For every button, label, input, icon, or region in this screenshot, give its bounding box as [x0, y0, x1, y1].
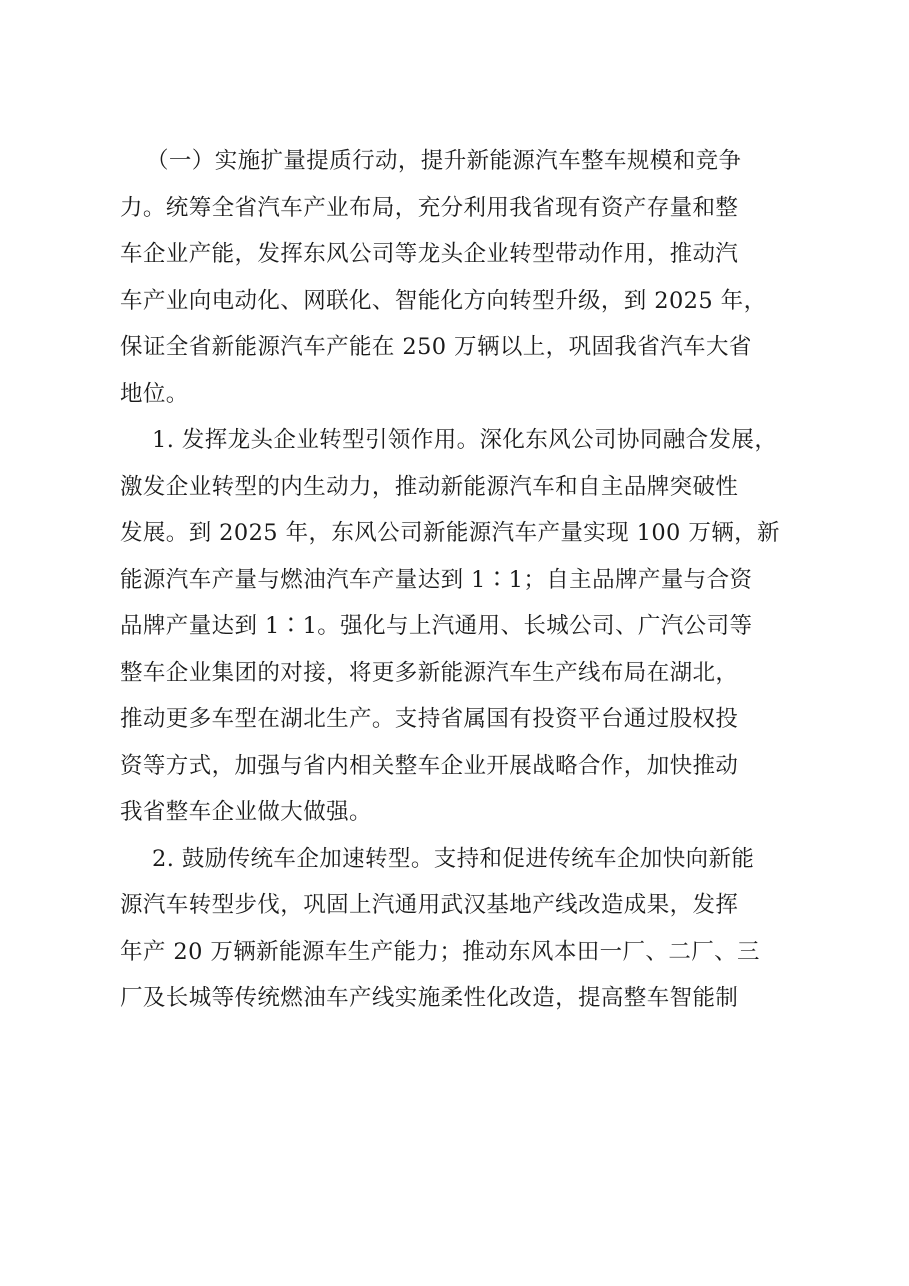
- item1-line: 能源汽车产量与燃油汽车产量达到 1∶1；自主品牌产量与合资: [120, 566, 753, 593]
- item2-line: 源汽车转型步伐，巩固上汽通用武汉基地产线改造成果，发挥: [120, 892, 739, 918]
- document-body: [120, 138, 810, 1022]
- item1-line: 激发企业转型的内生动力，推动新能源汽车和自主品牌突破性: [120, 473, 739, 500]
- section1-heading-line: （一）实施扩量提质行动，提升新能源汽车整车规模和竞争: [146, 148, 742, 174]
- item1-line: 推动更多车型在湖北生产。支持省属国有投资平台通过股权投: [120, 706, 739, 732]
- item1-line: 我省整车企业做大做强。: [120, 799, 372, 825]
- item1-line: 整车企业集团的对接，将更多新能源汽车生产线布局在湖北，: [120, 659, 739, 686]
- section1-line: 车企业产能，发挥东风公司等龙头企业转型带动作用，推动汽: [120, 241, 739, 267]
- item2-heading-line: 2. 鼓励传统车企加速转型。支持和促进传统车企加快向新能: [152, 845, 755, 872]
- item1-line: 资等方式，加强与省内相关整车企业开展战略合作，加快推动: [120, 752, 739, 779]
- section1-line: 保证全省新能源汽车产能在 250 万辆以上，巩固我省汽车大省: [120, 334, 752, 360]
- item1-line: 发展。到 2025 年，东风公司新能源汽车产量实现 100 万辆，新: [120, 520, 780, 546]
- section1-line: 力。统筹全省汽车产业布局，充分利用我省现有资产存量和整: [120, 194, 739, 221]
- section1-line: 地位。: [120, 380, 189, 407]
- item2-line: 厂及长城等传统燃油车产线实施柔性化改造，提高整车智能制: [120, 985, 739, 1011]
- item2-line: 年产 20 万辆新能源车生产能力；推动东风本田一厂、二厂、三: [120, 938, 760, 965]
- section1-line: 车产业向电动化、网联化、智能化方向转型升级，到 2025 年，: [120, 287, 767, 314]
- item1-heading-line: 1. 发挥龙头企业转型引领作用。深化东风公司协同融合发展，: [152, 427, 778, 453]
- item1-line: 品牌产量达到 1∶1。强化与上汽通用、长城公司、广汽公司等: [120, 613, 753, 639]
